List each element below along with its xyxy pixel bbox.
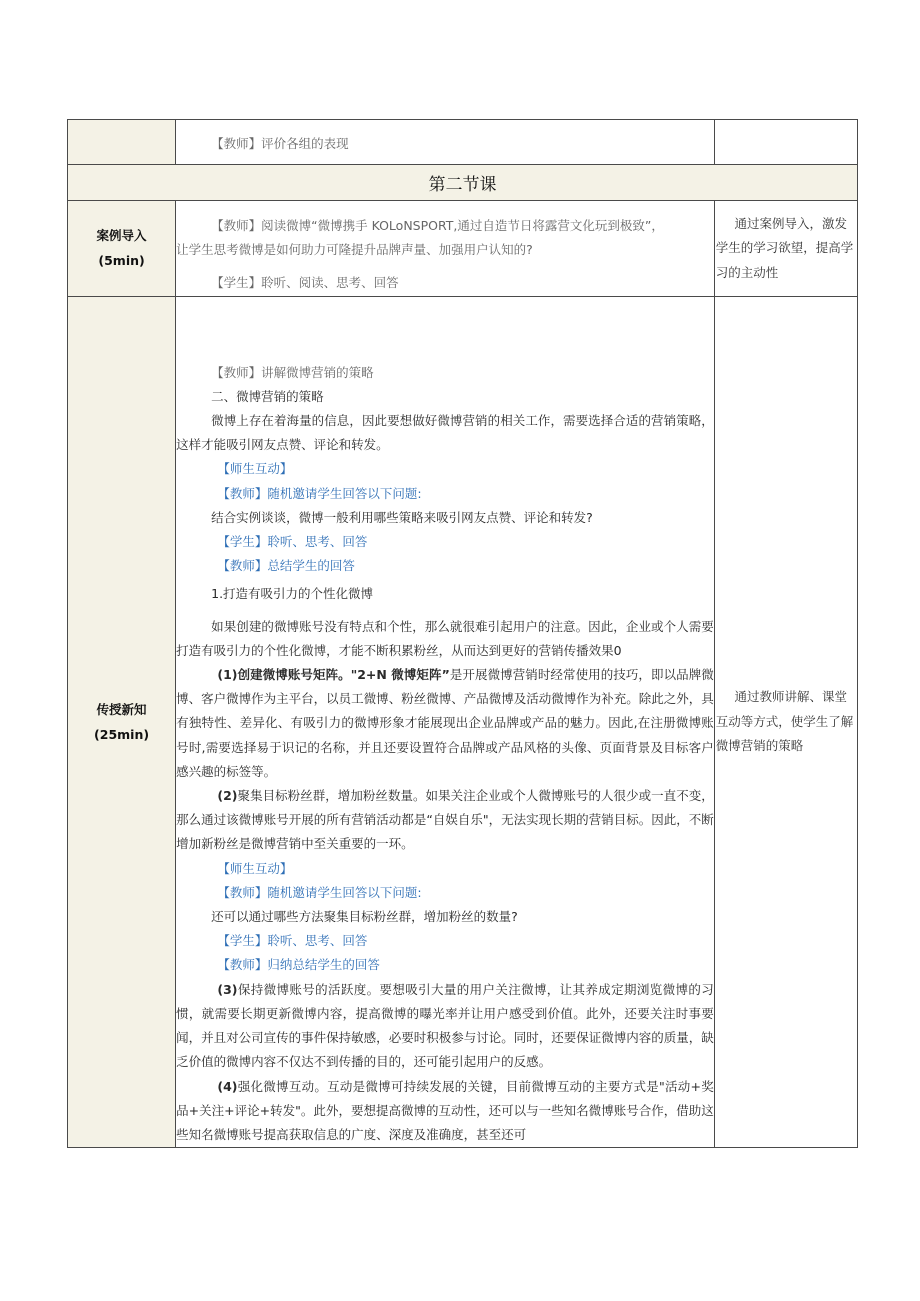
- teacher-eval-text: 【教师】评价各组的表现: [211, 136, 349, 151]
- section-row: [68, 165, 858, 201]
- case-teacher-line1: 【教师】阅读微博“微博携手 KOLoNSPORT,通过自造节日将露营文化玩到极致”，: [211, 218, 664, 233]
- subsection-title-1: 1.打造有吸引力的个性化微博: [211, 586, 374, 602]
- invite-text-2: 【教师】随机邀请学生回答以下问题:: [217, 884, 422, 900]
- teach-label-cell: [68, 296, 176, 1148]
- interaction-tag-2: 【师生互动】: [217, 860, 293, 876]
- strategy-paragraph-4: [176, 1075, 714, 1148]
- case-content-cell: [176, 201, 715, 297]
- lesson-plan-table: [67, 119, 858, 1148]
- teach-goal-text: 通过教师讲解、课堂互动等方式，使学生了解微博营销的策略: [715, 689, 854, 754]
- table-row: [68, 201, 858, 297]
- section-title: 第二节课: [68, 165, 858, 201]
- teach-goal-cell: [714, 296, 857, 1148]
- strategy-4-lead: (4): [217, 1078, 238, 1094]
- question-text-2: 还可以通过哪些方法聚集目标粉丝群，增加粉丝的数量?: [211, 909, 518, 925]
- student-text-2: 【学生】聆听、思考、回答: [217, 933, 368, 949]
- teach-duration: (25min): [94, 726, 150, 742]
- strategy-4-body: 强化微博互动。互动是微博可持续发展的关键，目前微博互动的主要方式是"活动+奖品+关注+评论+转发"。此外，要想提高微博的互动性，还可以与一些知名微博账号合作，借助这些知名微博账号提高获取信息的广度、深度及准确度，甚至还可: [176, 1078, 714, 1142]
- case-student-text: 【学生】聆听、阅读、思考、回答: [211, 275, 399, 291]
- subsection-paragraph-1: 如果创建的微博账号没有特点和个性，那么就很难引起用户的注意。因此，企业或个人需要打造有吸引力的个性化微博，才能不断积累粉丝，从而达到更好的营销传播效果0: [176, 618, 714, 658]
- strategy-1-lead: (1)创建微博账号矩阵。"2+N 微博矩阵”: [217, 667, 450, 683]
- strategy-paragraph-1: [176, 663, 714, 784]
- strategy-3-body: 保持微博账号的活跃度。要想吸引大量的用户关注微博，让其养成定期浏览微博的习惯，就需要长期更新微博内容，提高微博的曝光率并让用户感受到价值。此外，还要关注时事要闻，并且对公司宣传的事件保持敏感，必要时积极参与讨论。同时，还要保证微博内容的质量，缺乏价值的微博内容不仅达不到传播的目的，还可能引起用户的反感。: [176, 981, 714, 1070]
- empty-goal-cell: [714, 120, 857, 165]
- strategy-paragraph-3: [176, 978, 714, 1075]
- student-text-1: 【学生】聆听、思考、回答: [217, 534, 368, 550]
- case-goal-cell: [714, 201, 857, 297]
- teach-content-cell: [176, 296, 715, 1148]
- section-heading: 二、微博营销的策略: [211, 388, 324, 404]
- teach-label: 传授新知: [96, 701, 147, 717]
- case-label-cell: [68, 201, 176, 297]
- invite-text-1: 【教师】随机邀请学生回答以下问题:: [217, 485, 422, 501]
- question-text-1: 结合实例谈谈，微博一般利用哪些策略来吸引网友点赞、评论和转发?: [211, 509, 593, 525]
- summary-text-2: 【教师】归纳总结学生的回答: [217, 957, 380, 973]
- interaction-tag-1: 【师生互动】: [217, 461, 293, 477]
- content-cell: [176, 120, 715, 165]
- summary-text-1: 【教师】总结学生的回答: [217, 558, 355, 574]
- teacher-intro-text: 【教师】讲解微博营销的策略: [211, 364, 374, 380]
- strategy-3-lead: (3): [217, 981, 238, 997]
- strategy-paragraph-2: [176, 784, 714, 857]
- strategy-2-body: 聚集目标粉丝群，增加粉丝数量。如果关注企业或个人微博账号的人很少或一直不变，那么通过该微博账号开展的所有营销活动都是“自娱自乐"，无法实现长期的营销目标。因此，不断增加新粉丝是微博营销中至关重要的一环。: [176, 788, 714, 852]
- case-teacher-line2: 让学生思考微博是如何助力可隆提升品牌声量、加强用户认知的?: [176, 242, 533, 258]
- table-row: [68, 296, 858, 1148]
- intro-paragraph: 微博上存在着海量的信息，因此要想做好微博营销的相关工作，需要选择合适的营销策略，这样才能吸引网友点赞、评论和转发。: [176, 413, 714, 453]
- strategy-2-lead: (2): [217, 788, 238, 804]
- empty-label-cell: [68, 120, 176, 165]
- strategy-1-body: 是开展微博营销时经常使用的技巧，即以品牌微博、客户微博作为主平台，以员工微博、粉丝微博、产品微博及活动微博作为补充。除此之外，具有独特性、差异化、有吸引力的微博形象才能展现出企业品牌或产品的魅力。因此,在注册微博账号时,需要选择易于识记的名称，并且还要设置符合品牌或产品风格的头像、页面背景及目标客户感兴趣的标签等。: [176, 667, 714, 779]
- case-goal-text: 通过案例导入，激发学生的学习欲望，提高学习的主动性: [715, 215, 854, 280]
- table-row: [68, 120, 858, 165]
- case-label: 案例导入: [96, 228, 147, 244]
- case-duration: (5min): [98, 253, 145, 269]
